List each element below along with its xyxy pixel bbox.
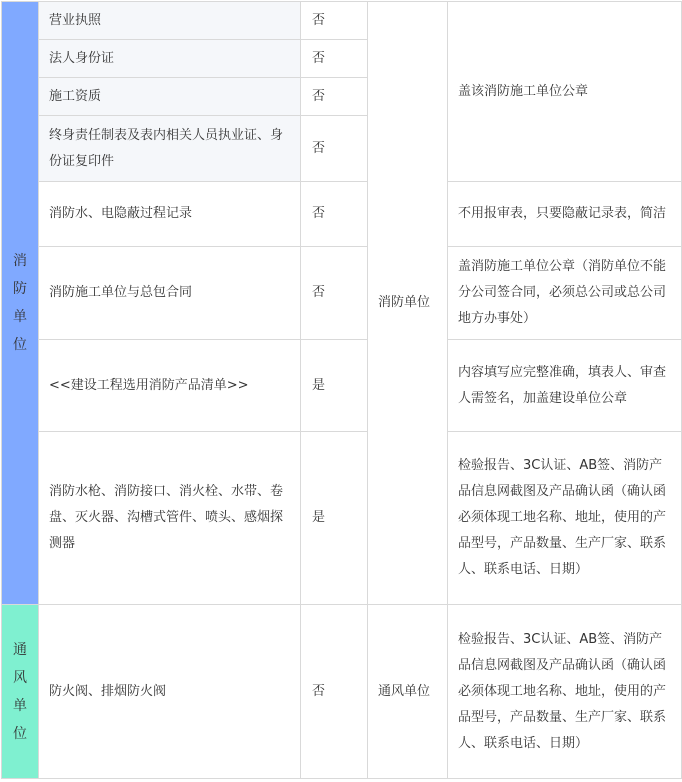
category-cell [2, 605, 39, 779]
table-row [2, 432, 682, 605]
item-cell: 施工资质 [39, 78, 301, 116]
table-row [2, 247, 682, 340]
flag-cell: 否 [301, 605, 368, 779]
item-cell: 法人身份证 [39, 40, 301, 78]
requirement-cell: 内容填写应完整准确，填表人、审查人需签名，加盖建设单位公章 [448, 340, 682, 432]
item-cell: 消防施工单位与总包合同 [39, 247, 301, 340]
requirement-cell: 盖该消防施工单位公章 [448, 2, 682, 182]
requirement-cell: 不用报审表，只要隐蔽记录表，简洁 [448, 182, 682, 247]
requirement-cell: 检验报告、3C认证、AB签、消防产品信息网截图及产品确认函（确认函必须体现工地名称、地址，使用的产品型号，产品数量、生产厂家、联系人、联系电话、日期） [448, 432, 682, 605]
unit-cell: 通风单位 [368, 605, 448, 779]
flag-cell: 是 [301, 432, 368, 605]
flag-cell: 否 [301, 2, 368, 40]
item-cell: 防火阀、排烟防火阀 [39, 605, 301, 779]
category-label: 消防单位 [13, 253, 27, 353]
table-row [2, 2, 682, 40]
item-cell: <<建设工程选用消防产品清单>> [39, 340, 301, 432]
flag-cell: 否 [301, 116, 368, 182]
requirement-cell: 盖消防施工单位公章（消防单位不能分公司签合同，必须总公司或总公司地方办事处） [448, 247, 682, 340]
unit-cell: 消防单位 [368, 2, 448, 605]
item-cell: 终身责任制表及表内相关人员执业证、身份证复印件 [39, 116, 301, 182]
table-row [2, 605, 682, 779]
item-cell: 消防水、电隐蔽过程记录 [39, 182, 301, 247]
document-table [1, 1, 682, 779]
category-label: 通风单位 [13, 641, 27, 742]
table-row [2, 340, 682, 432]
category-cell [2, 2, 39, 605]
flag-cell: 是 [301, 340, 368, 432]
flag-cell: 否 [301, 40, 368, 78]
requirement-cell: 检验报告、3C认证、AB签、消防产品信息网截图及产品确认函（确认函必须体现工地名称、地址，使用的产品型号，产品数量、生产厂家、联系人、联系电话、日期） [448, 605, 682, 779]
item-cell: 营业执照 [39, 2, 301, 40]
flag-cell: 否 [301, 78, 368, 116]
flag-cell: 否 [301, 247, 368, 340]
item-cell: 消防水枪、消防接口、消火栓、水带、卷盘、灭火器、沟槽式管件、喷头、感烟探测器 [39, 432, 301, 605]
table-row [2, 182, 682, 247]
flag-cell: 否 [301, 182, 368, 247]
